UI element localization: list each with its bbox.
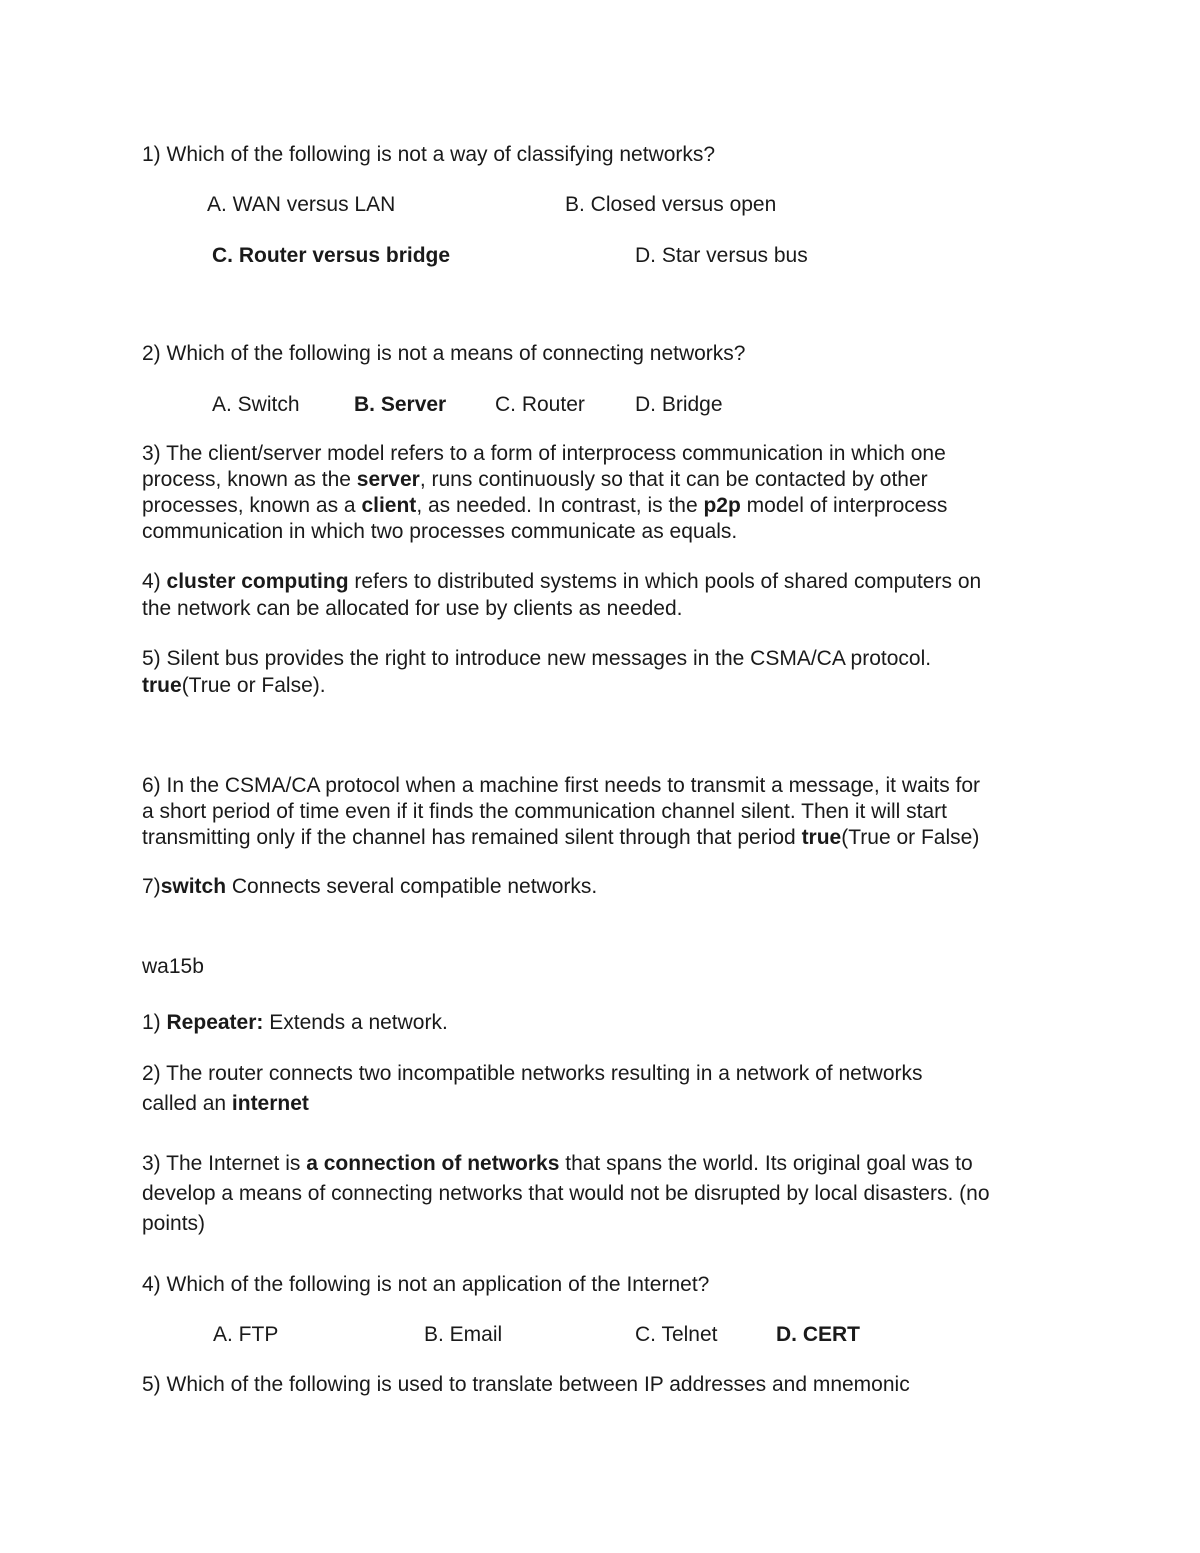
q7-line: 7)switch Connects several compatible networks.: [142, 875, 598, 898]
q5-line-1: 5) Silent bus provides the right to introduce new messages in the CSMA/CA protocol.: [142, 647, 932, 670]
q3-line-3: processes, known as a client, as needed. In contrast, is the p2p model of interprocess: [142, 494, 948, 517]
q2-question: 2) Which of the following is not a means of connecting networks?: [142, 342, 746, 365]
q6-line-2: a short period of time even if it finds the communication channel silent. Then it will start: [142, 800, 948, 823]
q6-line-1: 6) In the CSMA/CA protocol when a machine first needs to transmit a message, it waits for: [142, 774, 981, 797]
q2-option-d: D. Bridge: [635, 393, 723, 416]
w1-line: 1) Repeater: Extends a network.: [142, 1011, 448, 1034]
w4-option-a: A. FTP: [213, 1323, 279, 1346]
w2-line-2: called an internet: [142, 1092, 309, 1115]
w3-line-2: develop a means of connecting networks that would not be disrupted by local disasters. (no: [142, 1182, 990, 1205]
w3-line-1: 3) The Internet is a connection of networks that spans the world. Its original goal was to: [142, 1152, 973, 1175]
w4-option-b: B. Email: [424, 1323, 503, 1346]
q1-option-c-answer: C. Router versus bridge: [212, 244, 451, 267]
q5-line-2: true(True or False).: [142, 674, 326, 697]
q2-option-c: C. Router: [495, 393, 585, 416]
w3-line-3: points): [142, 1212, 206, 1235]
w4-question: 4) Which of the following is not an application of the Internet?: [142, 1273, 710, 1296]
q3-line-4: communication in which two processes communicate as equals.: [142, 520, 738, 543]
q2-option-a: A. Switch: [212, 393, 300, 416]
w4-option-c: C. Telnet: [635, 1323, 718, 1346]
q4-line-2: the network can be allocated for use by clients as needed.: [142, 597, 683, 620]
q2-option-b-answer: B. Server: [354, 393, 447, 416]
section-label: wa15b: [142, 955, 204, 978]
q3-line-1: 3) The client/server model refers to a form of interprocess communication in which one: [142, 442, 946, 465]
q4-line-1: 4) cluster computing refers to distributed systems in which pools of shared computers on: [142, 570, 982, 593]
q1-question: 1) Which of the following is not a way of classifying networks?: [142, 143, 716, 166]
q1-option-a: A. WAN versus LAN: [207, 193, 396, 216]
w2-line-1: 2) The router connects two incompatible networks resulting in a network of networks: [142, 1062, 923, 1085]
q3-line-2: process, known as the server, runs continuously so that it can be contacted by other: [142, 468, 928, 491]
q1-option-b: B. Closed versus open: [565, 193, 777, 216]
w5-question: 5) Which of the following is used to translate between IP addresses and mnemonic: [142, 1373, 910, 1396]
q1-option-d: D. Star versus bus: [635, 244, 808, 267]
q6-line-3: transmitting only if the channel has remained silent through that period true(True or False): [142, 826, 980, 849]
w4-option-d-answer: D. CERT: [776, 1323, 860, 1346]
